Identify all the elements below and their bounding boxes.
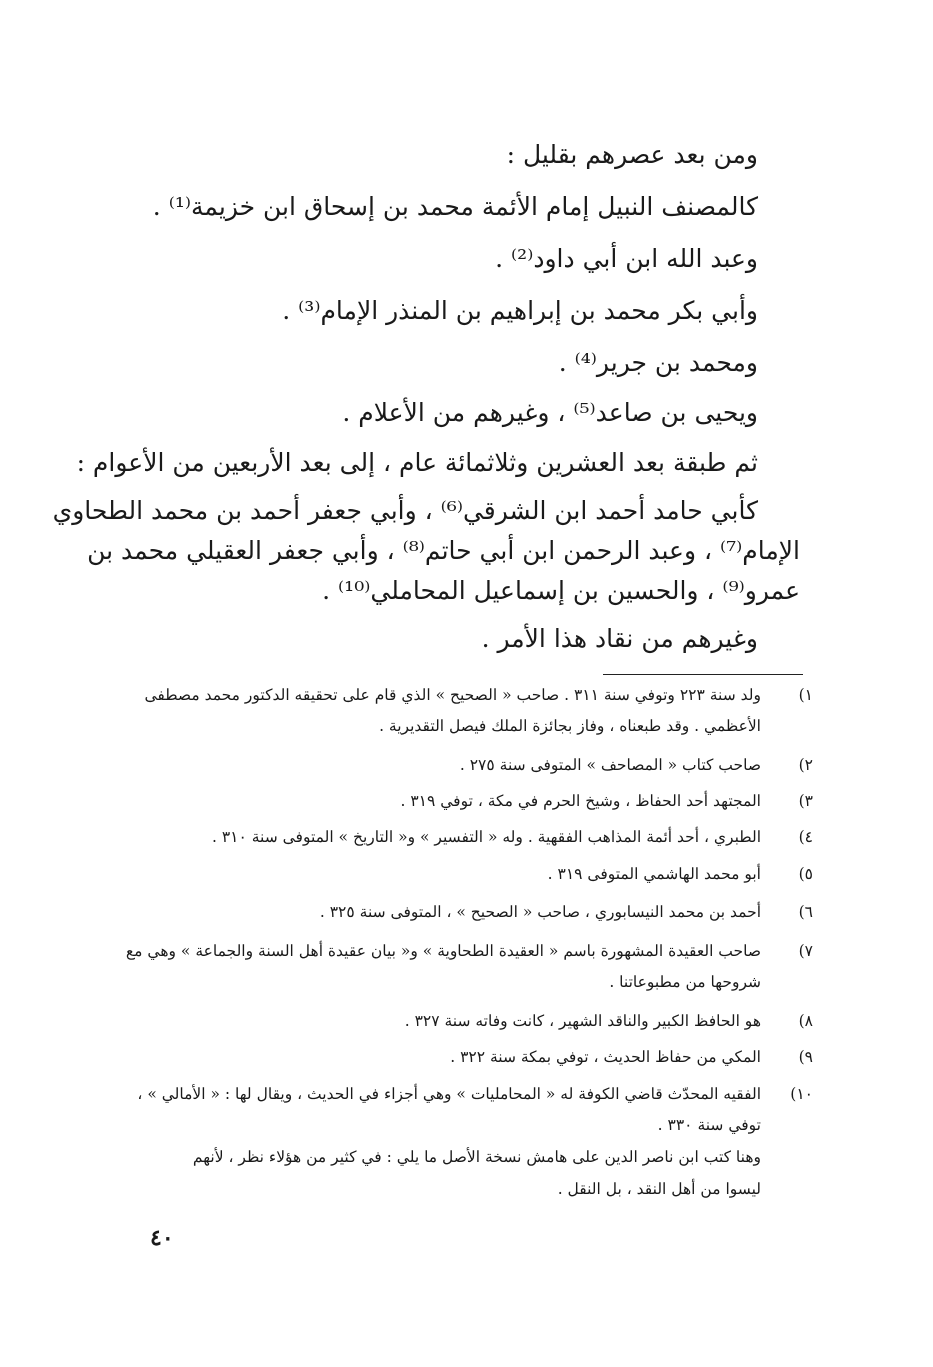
footnote-number: ١٠) bbox=[790, 1085, 813, 1103]
footnote-4 bbox=[140, 828, 813, 852]
footnote-text: الطبري ، أحد أئمة المذاهب الفقهية . وله « التفسير » و« التاريخ » المتوفى سنة ٣١٠ . bbox=[211, 828, 761, 846]
footnote-text: ولد سنة ٢٢٣ وتوفي سنة ٣١١ . صاحب « الصحيح » الذي قام على تحقيقه الدكتور محمد مصطفى bbox=[144, 686, 761, 704]
footnote-text: المجتهد أحد الحفاظ ، وشيخ الحرم في مكة ، توفي ٣١٩ . bbox=[400, 792, 761, 810]
body-line: ثم طبقة بعد العشرين وثلاثمائة عام ، إلى بعد الأربعين من الأعوام : bbox=[76, 448, 758, 477]
footnote-6 bbox=[140, 903, 813, 927]
marginal-note-line: ليسوا من أهل النقد ، بل النقل . bbox=[557, 1180, 761, 1198]
footnote-number: ٢) bbox=[798, 756, 813, 774]
body-line: كالمصنف النبيل إمام الأئمة محمد بن إسحاق ابن خزيمة⁽¹⁾ . bbox=[152, 192, 758, 221]
footnote-text: أحمد بن محمد النيسابوري ، صاحب « الصحيح » ، المتوفى سنة ٣٢٥ . bbox=[319, 903, 761, 921]
body-line: الإمام⁽⁷⁾ ، وعبد الرحمن ابن أبي حاتم⁽⁸⁾ ، وأبي جعفر العقيلي محمد بن bbox=[87, 536, 800, 565]
body-line: وأبي بكر محمد بن إبراهيم بن المنذر الإمام⁽³⁾ . bbox=[282, 296, 758, 325]
footnote-divider bbox=[603, 674, 803, 675]
footnote-10 bbox=[137, 1085, 813, 1109]
footnote-8 bbox=[140, 1012, 813, 1036]
page-number: ٤٠ bbox=[150, 1225, 174, 1251]
footnote-number: ٨) bbox=[798, 1012, 813, 1030]
footnote-text: هو الحافظ الكبير والناقد الشهير ، كانت وفاته سنة ٣٢٧ . bbox=[404, 1012, 761, 1030]
footnote-text: صاحب العقيدة المشهورة باسم « العقيدة الطحاوية » و« بيان عقيدة أهل السنة والجماعة » وهي مع bbox=[125, 942, 761, 960]
body-line: ومحمد بن جرير⁽⁴⁾ . bbox=[558, 348, 758, 377]
marginal-note-line: وهنا كتب ابن ناصر الدين على هامش نسخة الأصل ما يلي : في كثير من هؤلاء نظر ، لأنهم bbox=[192, 1148, 761, 1166]
footnote-text: المكي من حفاظ الحديث ، توفي بمكة سنة ٣٢٢ . bbox=[450, 1048, 761, 1066]
footnote-text: الفقيه المحدّث قاضي الكوفة له « المحامليات » وهي أجزاء في الحديث ، ويقال لها : « الأمالي » ، bbox=[137, 1085, 761, 1103]
body-line: وعبد الله ابن أبي داود⁽²⁾ . bbox=[495, 244, 758, 273]
footnote-7-continuation: شروحها من مطبوعاتنا . bbox=[609, 973, 761, 991]
footnote-3 bbox=[140, 792, 813, 816]
body-line: وغيرهم من نقاد هذا الأمر . bbox=[481, 624, 758, 653]
footnote-number: ٦) bbox=[798, 903, 813, 921]
body-line: عمرو⁽⁹⁾ ، والحسين بن إسماعيل المحاملي⁽¹⁰⁾ . bbox=[322, 576, 800, 605]
footnote-number: ٤) bbox=[798, 828, 813, 846]
footnote-9 bbox=[140, 1048, 813, 1072]
footnote-number: ٩) bbox=[798, 1048, 813, 1066]
footnote-text: صاحب كتاب « المصاحف » المتوفى سنة ٢٧٥ . bbox=[459, 756, 761, 774]
footnote-1 bbox=[140, 686, 813, 710]
footnote-number: ٥) bbox=[798, 865, 813, 883]
footnote-10-continuation: توفي سنة ٣٣٠ . bbox=[657, 1116, 761, 1134]
footnote-number: ٣) bbox=[798, 792, 813, 810]
footnote-1-continuation: الأعظمي . وقد طبعناه ، وفاز بجائزة الملك فيصل التقديرية . bbox=[379, 717, 761, 735]
footnote-2 bbox=[140, 756, 813, 780]
footnote-number: ٧) bbox=[798, 942, 813, 960]
body-line: ومن بعد عصرهم بقليل : bbox=[506, 140, 758, 169]
footnote-5 bbox=[140, 865, 813, 889]
body-line: ويحيى بن صاعد⁽⁵⁾ ، وغيرهم من الأعلام . bbox=[342, 398, 758, 427]
body-line: كأبي حامد أحمد ابن الشرقي⁽⁶⁾ ، وأبي جعفر أحمد بن محمد الطحاوي bbox=[52, 496, 758, 525]
footnote-7 bbox=[125, 942, 813, 966]
footnote-text: أبو محمد الهاشمي المتوفى ٣١٩ . bbox=[547, 865, 761, 883]
footnote-number: ١) bbox=[798, 686, 813, 704]
